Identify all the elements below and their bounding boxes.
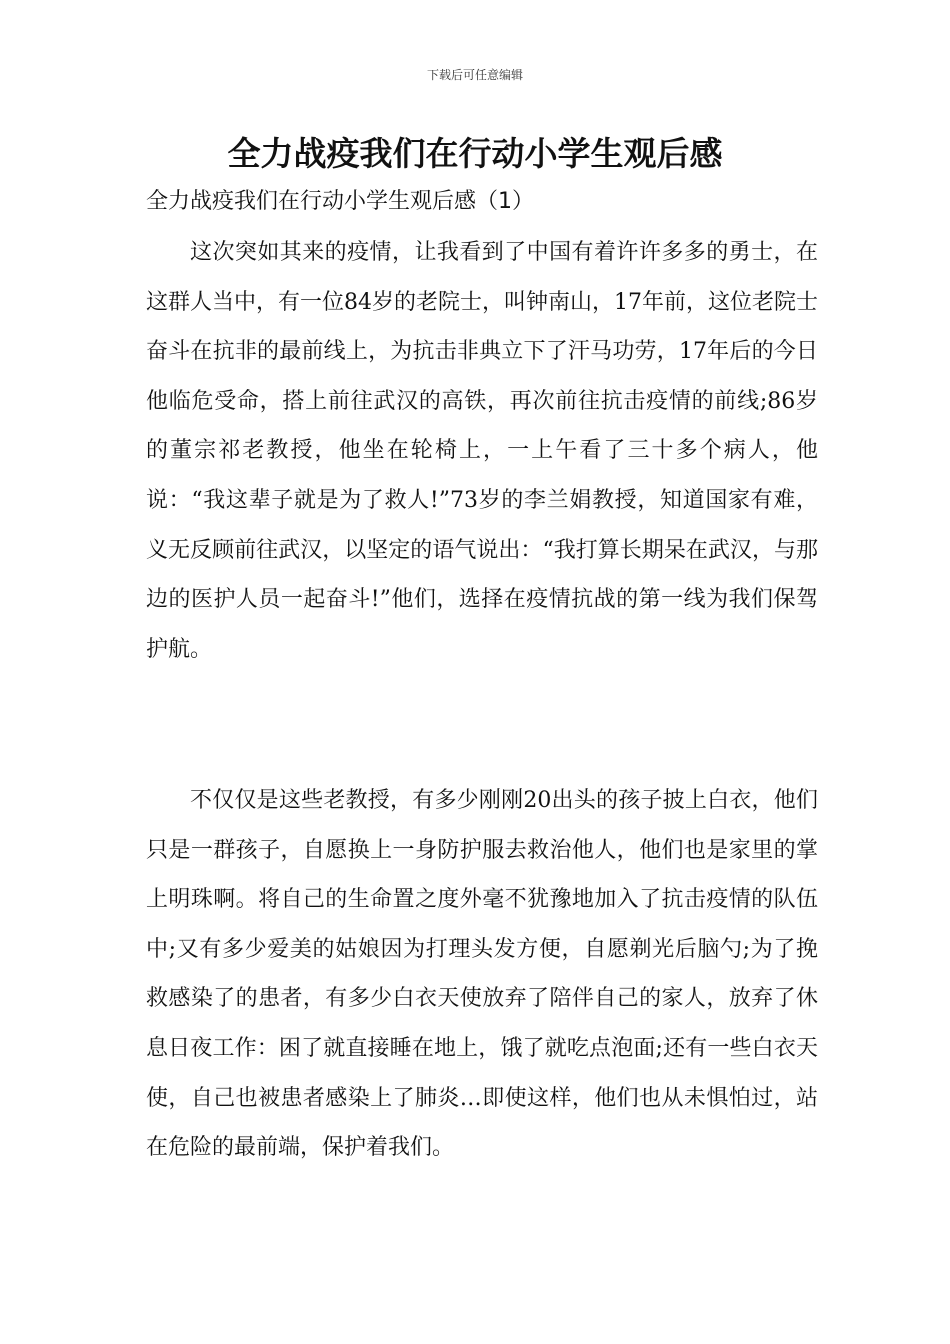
body-paragraph-1: 这次突如其来的疫情，让我看到了中国有着许许多多的勇士，在这群人当中，有一位84岁的老院士，叫钟南山，17年前，这位老院士奋斗在抗非的最前线上，为抗击非典立下了汗马功劳，17年后的今日他临危受命，搭上前往武汉的高铁，再次前往抗击疫情的前线;86岁的董宗祁老教授，他坐在轮椅上，一上午看了三十多个病人，他说：“我这辈子就是为了救人!”73岁的李兰娟教授，知道国家有难，义无反顾前往武汉，以坚定的语气说出：“我打算长期呆在武汉，与那边的医护人员一起奋斗!”他们，选择在疫情抗战的第一线为我们保驾护航。 — [146, 240, 818, 662]
body-paragraph-2: 不仅仅是这些老教授，有多少刚刚20出头的孩子披上白衣，他们只是一群孩子，自愿换上一身防护服去救治他人，他们也是家里的掌上明珠啊。将自己的生命置之度外毫不犹豫地加入了抗击疫情的队伍中;又有多少爱美的姑娘因为打理头发方便，自愿剃光后脑勺;为了挽救感染了的患者，有多少白衣天使放弃了陪伴自己的家人，放弃了休息日夜工作：困了就直接睡在地上，饿了就吃点泡面;还有一些白衣天使，自己也被患者感染上了肺炎…即使这样，他们也从未惧怕过，站在危险的最前端，保护着我们。 — [146, 788, 818, 1161]
document-subtitle: 全力战疫我们在行动小学生观后感（1） — [146, 189, 534, 214]
document-title: 全力战疫我们在行动小学生观后感 — [227, 134, 723, 173]
header-note: 下载后可任意编辑 — [426, 68, 523, 82]
